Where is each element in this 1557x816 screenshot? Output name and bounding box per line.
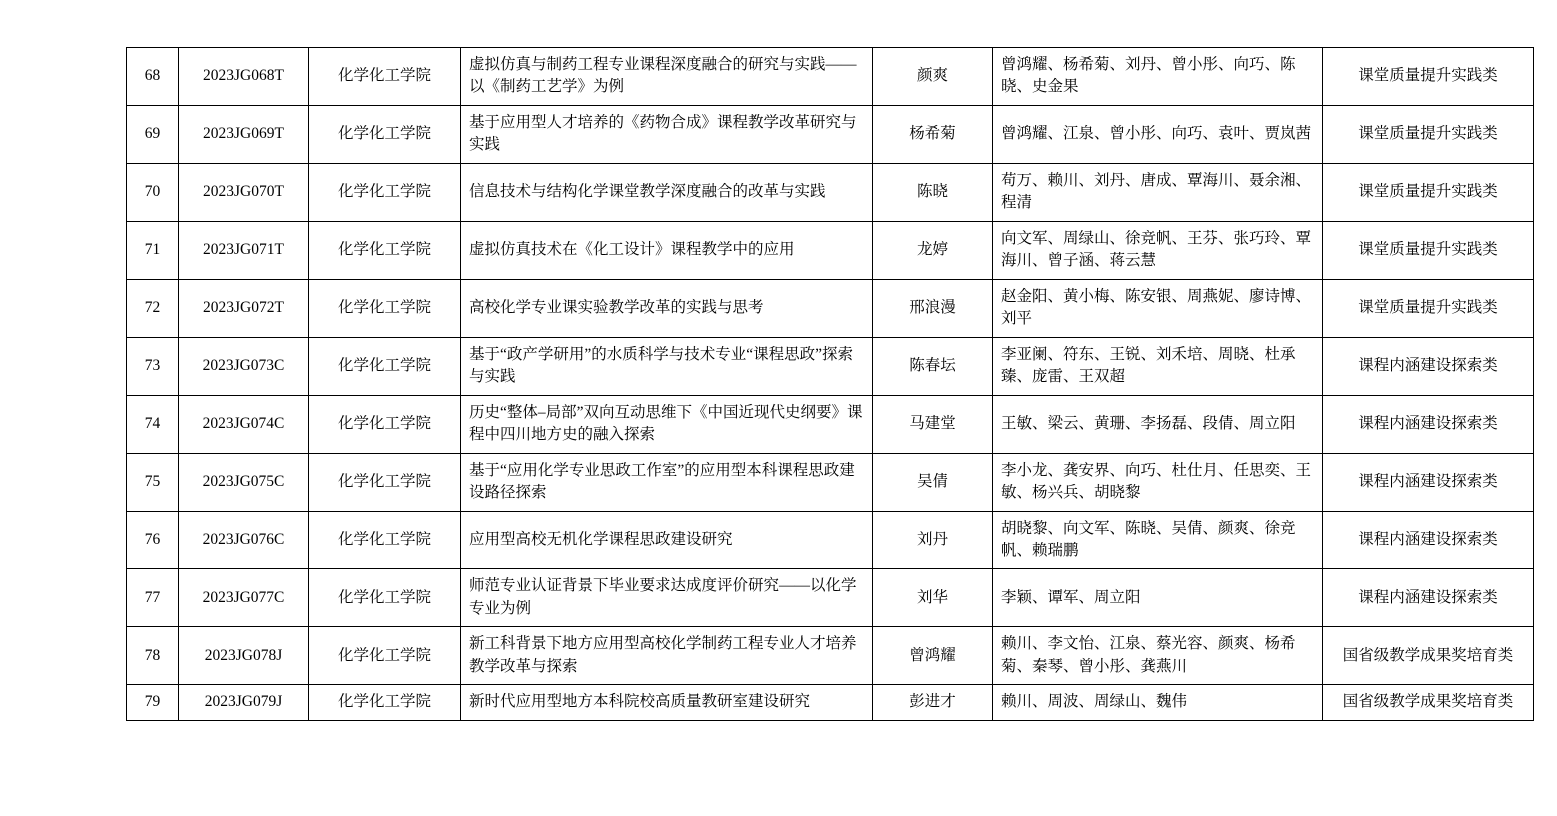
row-project-title: 虚拟仿真技术在《化工设计》课程教学中的应用 xyxy=(461,221,873,279)
row-project-title: 基于应用型人才培养的《药物合成》课程教学改革研究与实践 xyxy=(461,105,873,163)
table-row xyxy=(127,453,1534,511)
row-category: 课堂质量提升实践类 xyxy=(1323,221,1534,279)
row-category: 国省级教学成果奖培育类 xyxy=(1323,627,1534,685)
row-category: 课堂质量提升实践类 xyxy=(1323,105,1534,163)
row-members: 赖川、李文怡、江泉、蔡光容、颜爽、杨希菊、秦琴、曾小彤、龚燕川 xyxy=(993,627,1323,685)
row-members: 苟万、赖川、刘丹、唐成、覃海川、聂余湘、程清 xyxy=(993,163,1323,221)
row-college: 化学化工学院 xyxy=(309,221,461,279)
row-category: 课堂质量提升实践类 xyxy=(1323,163,1534,221)
row-members: 胡晓黎、向文军、陈晓、吴倩、颜爽、徐竞帆、赖瑞鹏 xyxy=(993,511,1323,569)
table-row xyxy=(127,337,1534,395)
row-leader: 刘丹 xyxy=(873,511,993,569)
row-index: 77 xyxy=(127,569,179,627)
row-project-code: 2023JG069T xyxy=(179,105,309,163)
row-leader: 龙婷 xyxy=(873,221,993,279)
row-project-code: 2023JG072T xyxy=(179,279,309,337)
row-category: 课程内涵建设探索类 xyxy=(1323,511,1534,569)
row-category: 国省级教学成果奖培育类 xyxy=(1323,685,1534,720)
row-index: 70 xyxy=(127,163,179,221)
row-members: 曾鸿耀、江泉、曾小彤、向巧、袁叶、贾岚茜 xyxy=(993,105,1323,163)
row-project-title: 虚拟仿真与制药工程专业课程深度融合的研究与实践——以《制药工艺学》为例 xyxy=(461,48,873,106)
row-project-code: 2023JG068T xyxy=(179,48,309,106)
row-members: 王敏、梁云、黄珊、李扬磊、段倩、周立阳 xyxy=(993,395,1323,453)
row-college: 化学化工学院 xyxy=(309,685,461,720)
table-row xyxy=(127,511,1534,569)
row-project-title: 基于“应用化学专业思政工作室”的应用型本科课程思政建设路径探索 xyxy=(461,453,873,511)
row-college: 化学化工学院 xyxy=(309,569,461,627)
table-row xyxy=(127,105,1534,163)
row-index: 72 xyxy=(127,279,179,337)
project-approval-table xyxy=(126,47,1534,721)
document-page xyxy=(0,47,1557,816)
row-project-code: 2023JG071T xyxy=(179,221,309,279)
row-category: 课程内涵建设探索类 xyxy=(1323,569,1534,627)
row-project-title: 新时代应用型地方本科院校高质量教研室建设研究 xyxy=(461,685,873,720)
table-body xyxy=(127,48,1534,721)
row-college: 化学化工学院 xyxy=(309,337,461,395)
row-index: 69 xyxy=(127,105,179,163)
row-college: 化学化工学院 xyxy=(309,163,461,221)
row-leader: 吴倩 xyxy=(873,453,993,511)
row-members: 赵金阳、黄小梅、陈安银、周燕妮、廖诗博、刘平 xyxy=(993,279,1323,337)
table-row xyxy=(127,279,1534,337)
row-project-title: 师范专业认证背景下毕业要求达成度评价研究——以化学专业为例 xyxy=(461,569,873,627)
table-row xyxy=(127,48,1534,106)
row-project-title: 历史“整体–局部”双向互动思维下《中国近现代史纲要》课程中四川地方史的融入探索 xyxy=(461,395,873,453)
row-index: 76 xyxy=(127,511,179,569)
row-index: 73 xyxy=(127,337,179,395)
row-college: 化学化工学院 xyxy=(309,395,461,453)
row-project-title: 应用型高校无机化学课程思政建设研究 xyxy=(461,511,873,569)
row-project-code: 2023JG078J xyxy=(179,627,309,685)
row-leader: 陈晓 xyxy=(873,163,993,221)
row-project-code: 2023JG077C xyxy=(179,569,309,627)
row-members: 李颖、谭军、周立阳 xyxy=(993,569,1323,627)
row-category: 课程内涵建设探索类 xyxy=(1323,337,1534,395)
row-members: 赖川、周波、周绿山、魏伟 xyxy=(993,685,1323,720)
row-project-code: 2023JG070T xyxy=(179,163,309,221)
row-leader: 彭进才 xyxy=(873,685,993,720)
row-college: 化学化工学院 xyxy=(309,627,461,685)
row-leader: 刘华 xyxy=(873,569,993,627)
table-row xyxy=(127,221,1534,279)
row-index: 68 xyxy=(127,48,179,106)
row-leader: 陈春坛 xyxy=(873,337,993,395)
row-leader: 邢浪漫 xyxy=(873,279,993,337)
row-category: 课堂质量提升实践类 xyxy=(1323,279,1534,337)
table-row xyxy=(127,627,1534,685)
row-project-title: 基于“政产学研用”的水质科学与技术专业“课程思政”探索与实践 xyxy=(461,337,873,395)
row-index: 79 xyxy=(127,685,179,720)
row-project-title: 信息技术与结构化学课堂教学深度融合的改革与实践 xyxy=(461,163,873,221)
row-college: 化学化工学院 xyxy=(309,48,461,106)
row-college: 化学化工学院 xyxy=(309,511,461,569)
row-project-title: 高校化学专业课实验教学改革的实践与思考 xyxy=(461,279,873,337)
row-index: 78 xyxy=(127,627,179,685)
row-leader: 杨希菊 xyxy=(873,105,993,163)
table-row xyxy=(127,569,1534,627)
row-college: 化学化工学院 xyxy=(309,279,461,337)
row-project-code: 2023JG075C xyxy=(179,453,309,511)
row-project-title: 新工科背景下地方应用型高校化学制药工程专业人才培养教学改革与探索 xyxy=(461,627,873,685)
row-category: 课程内涵建设探索类 xyxy=(1323,395,1534,453)
row-members: 李小龙、龚安界、向巧、杜仕月、任思奕、王敏、杨兴兵、胡晓黎 xyxy=(993,453,1323,511)
row-category: 课堂质量提升实践类 xyxy=(1323,48,1534,106)
table-row xyxy=(127,163,1534,221)
row-category: 课程内涵建设探索类 xyxy=(1323,453,1534,511)
row-index: 74 xyxy=(127,395,179,453)
row-index: 71 xyxy=(127,221,179,279)
row-leader: 马建堂 xyxy=(873,395,993,453)
row-members: 曾鸿耀、杨希菊、刘丹、曾小彤、向巧、陈晓、史金果 xyxy=(993,48,1323,106)
row-project-code: 2023JG079J xyxy=(179,685,309,720)
row-project-code: 2023JG074C xyxy=(179,395,309,453)
table-row xyxy=(127,685,1534,720)
row-leader: 曾鸿耀 xyxy=(873,627,993,685)
row-leader: 颜爽 xyxy=(873,48,993,106)
row-members: 向文军、周绿山、徐竞帆、王芬、张巧玲、覃海川、曾子涵、蒋云慧 xyxy=(993,221,1323,279)
row-college: 化学化工学院 xyxy=(309,453,461,511)
table-row xyxy=(127,395,1534,453)
row-college: 化学化工学院 xyxy=(309,105,461,163)
row-index: 75 xyxy=(127,453,179,511)
row-project-code: 2023JG076C xyxy=(179,511,309,569)
row-members: 李亚阑、符东、王锐、刘禾培、周晓、杜承臻、庞雷、王双超 xyxy=(993,337,1323,395)
row-project-code: 2023JG073C xyxy=(179,337,309,395)
